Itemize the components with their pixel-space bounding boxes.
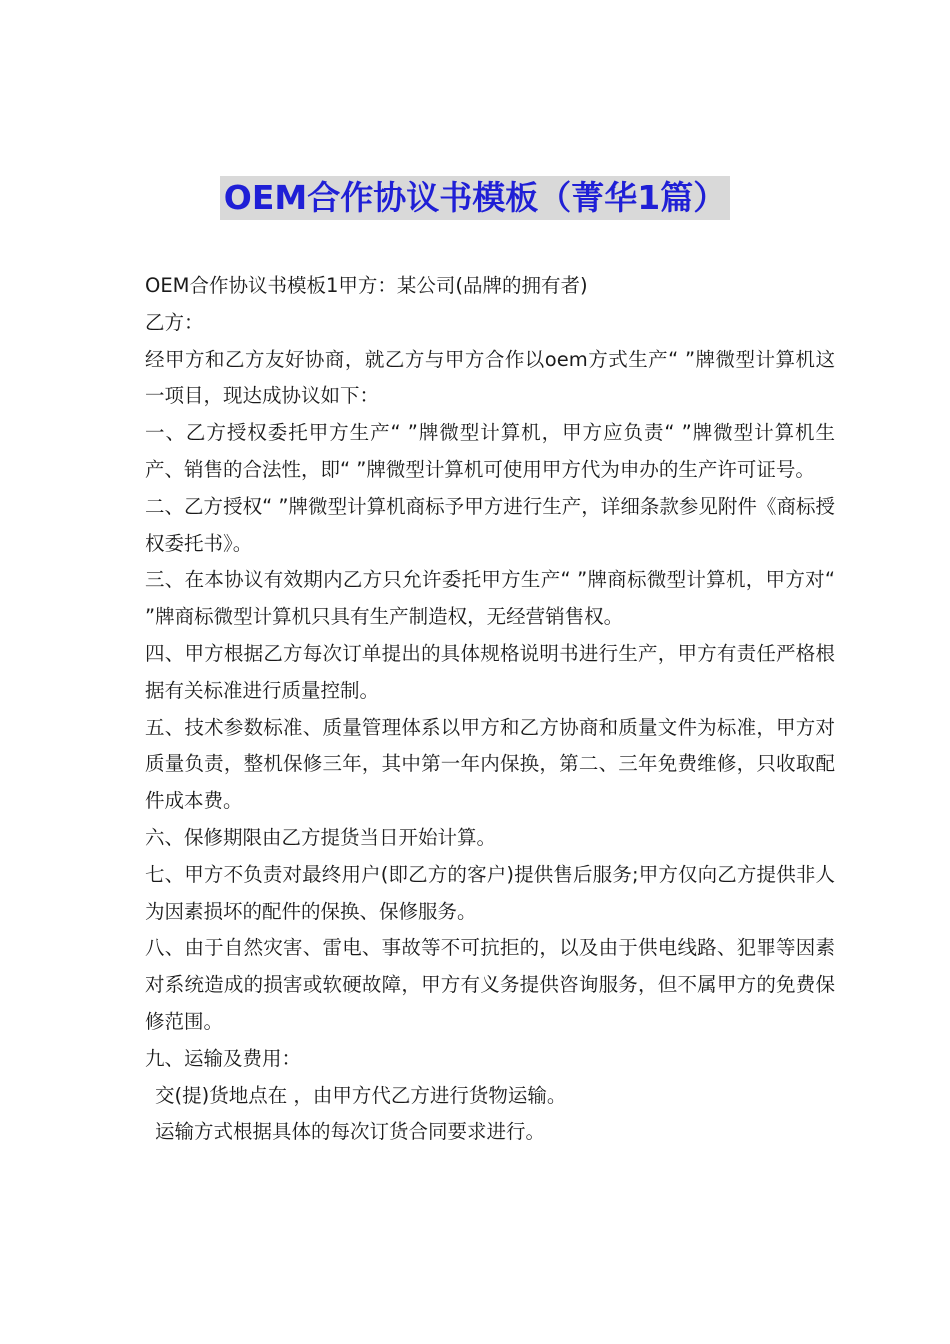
clause-5: 五、技术参数标准、质量管理体系以甲方和乙方协商和质量文件为标准，甲方对质量负责，整机保修三年，其中第一年内保换，第二、三年免费维修，只收取配件成本费。 (145, 715, 835, 813)
paragraph-preamble: 经甲方和乙方友好协商，就乙方与甲方合作以oem方式生产“ ”牌微型计算机这一项目，现达成协议如下： (145, 347, 835, 408)
clause-6: 六、保修期限由乙方提货当日开始计算。 (145, 825, 497, 849)
document-title: OEM合作协议书模板（菁华1篇） (220, 176, 730, 220)
clause-9-transport: 运输方式根据具体的每次订货合同要求进行。 (155, 1120, 546, 1144)
clause-2: 二、乙方授权“ ”牌微型计算机商标予甲方进行生产，详细条款参见附件《商标授权委托书》。 (145, 494, 835, 555)
document-body (145, 268, 835, 1151)
title-container (0, 176, 950, 220)
clause-4: 四、甲方根据乙方每次订单提出的具体规格说明书进行生产，甲方有责任严格根据有关标准进行质量控制。 (145, 641, 835, 702)
clause-9-delivery: 交(提)货地点在 ，由甲方代乙方进行货物运输。 (155, 1083, 567, 1107)
clause-9: 九、运输及费用： (145, 1046, 302, 1070)
paragraph-intro: OEM合作协议书模板1甲方：某公司(品牌的拥有者) (145, 274, 588, 297)
clause-7: 七、甲方不负责对最终用户(即乙方的客户)提供售后服务;甲方仅向乙方提供非人为因素损坏的配件的保换、保修服务。 (145, 862, 835, 923)
clause-8: 八、由于自然灾害、雷电、事故等不可抗拒的，以及由于供电线路、犯罪等因素对系统造成的损害或软硬故障，甲方有义务提供咨询服务，但不属甲方的免费保修范围。 (145, 936, 835, 1033)
paragraph-party-b: 乙方： (145, 310, 204, 334)
clause-1: 一、乙方授权委托甲方生产“ ”牌微型计算机，甲方应负责“ ”牌微型计算机生产、销售的合法性，即“ ”牌微型计算机可使用甲方代为申办的生产许可证号。 (145, 421, 835, 481)
clause-3: 三、在本协议有效期内乙方只允许委托甲方生产“ ”牌商标微型计算机，甲方对“ ”牌商标微型计算机只具有生产制造权，无经营销售权。 (145, 568, 835, 629)
